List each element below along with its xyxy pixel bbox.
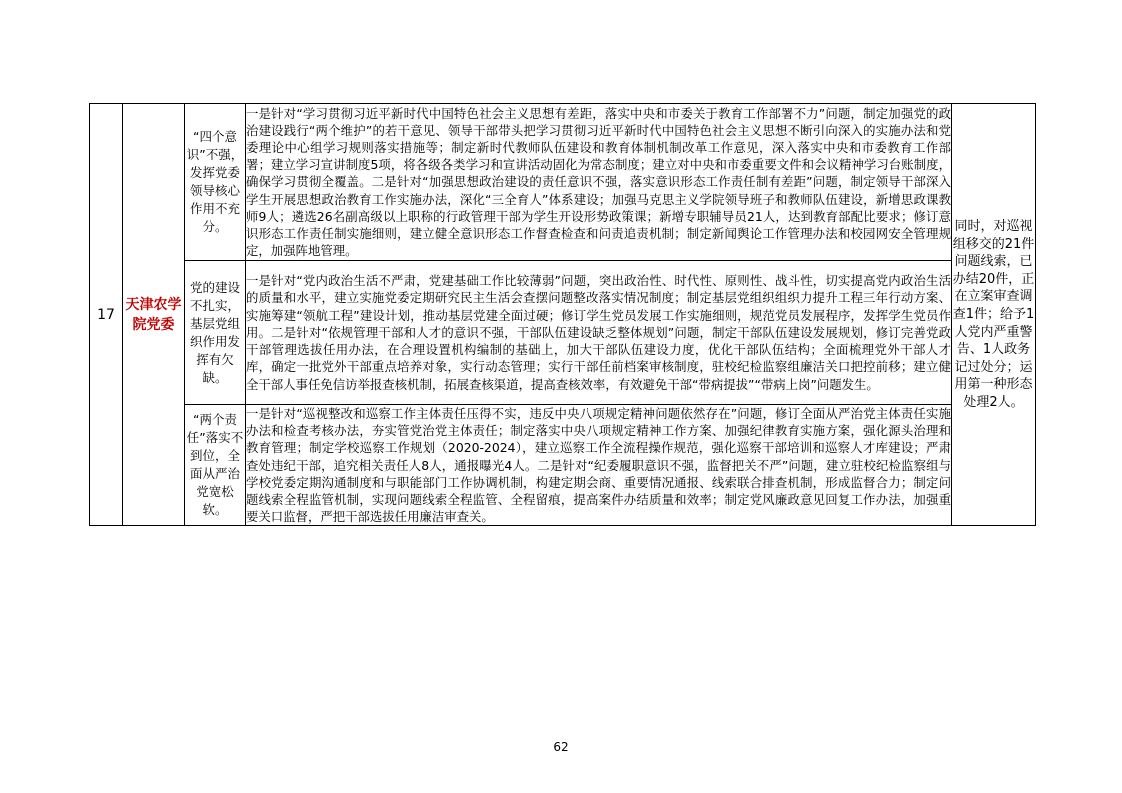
issue-problem: “两个责任”落实不到位，全面从严治党宽松软。 [185, 405, 246, 526]
issue-measures: 一是针对“学习贯彻习近平新时代中国特色社会主义思想有差距，落实中央和市委关于教育工作部署不力”问题，制定加强党的政治建设践行“两个维护”的若干意见、领导干部带头把学习贯彻习近平新时代中国特色社会主义思想不断引向深入的实施办法和党委理论中心组学习规则落实措施等；制定新时代教师队伍建设和教育体制机制改革工作意见，深入落实中央和市委教育工作部署；建立学习宣讲制度5项，将各级各类学习和宣讲活动固化为常态制度；建立对中央和市委重要文件和会议精神学习台账制度，确保学习贯彻全覆盖。二是针对“加强思想政治建设的责任意识不强，落实意识形态工作责任制有差距”问题，制定领导干部深入学生开展思想政治教育工作实施办法，深化“三全育人”体系建设；加强马克思主义学院领导班子和教师队伍建设，新增思政课教师9人；遴选26名副高级以上职称的行政管理干部为学生开设形势政策课；新增专职辅导员21人，达到教育部配比要求；修订意识形态工作责任制实施细则，建立健全意识形态工作督查检查和问责追责机制；制定新闻舆论工作管理办法和校园网安全管理规定，加强阵地管理。 [246, 104, 952, 261]
issue-measures: 一是针对“党内政治生活不严肃，党建基础工作比较薄弱”问题，突出政治性、时代性、原则性、战斗性，切实提高党内政治生活的质量和水平，建立实施党委定期研究民主生活会查摆问题整改落实情况制度；制定基层党组织组织力提升工程三年行动方案、实施筹建“领航工程”建设计划，推动基层党建全面过硬；修订学生党员发展工作实施细则，规范党员发展程序，发挥学生党员作用。二是针对“依规管理干部和人才的意识不强，干部队伍建设缺乏整体规划”问题，制定干部队伍建设发展规划，修订完善党政干部管理选拔任用办法，在合理设置机构编制的基础上，加大干部队伍建设力度，优化干部队伍结构；全面梳理党外干部人才库，确定一批党外干部重点培养对象，实行动态管理；实行干部任前档案审核制度，驻校纪检监察组廉洁关口把控前移；建立健全干部人事任免信访举报查核机制，拓展查核渠道，提高查核效率，有效避免干部“带病提拔”“带病上岗”问题发生。 [246, 261, 952, 405]
page-number: 62 [553, 740, 569, 754]
table-row [90, 104, 1036, 261]
row-number: 17 [90, 104, 123, 526]
issue-problem: “四个意识”不强，发挥党委领导核心作用不充分。 [185, 104, 246, 261]
table-row [90, 405, 1036, 526]
result-summary: 同时，对巡视组移交的21件问题线索，已办结20件，正在立案审查调查1件；给予1人党内严重警告、1人政务记过处分；运用第一种形态处理2人。 [952, 104, 1036, 526]
issue-measures: 一是针对“巡视整改和巡察工作主体责任压得不实，违反中央八项规定精神问题依然存在”问题，修订全面从严治党主体责任实施办法和检查考核办法，夯实管党治党主体责任；制定落实中央八项规定精神工作方案、加强纪律教育实施方案，强化源头治理和教育管理；制定学校巡察工作规划（2020-2024），建立巡察工作全流程操作规范，强化巡察干部培训和巡察人才库建设；严肃查处违纪干部，追究相关责任人8人，通报曝光4人。二是针对“纪委履职意识不强，监督把关不严”问题，建立驻校纪检监察组与学校党委定期沟通制度和与职能部门工作协调机制，构建定期会商、重要情况通报、线索联合排查机制，形成监督合力；制定问题线索全程监管机制，实现问题线索全程监管、全程留痕，提高案件办结质量和效率；制定党风廉政意见回复工作办法，加强重要关口监督，严把干部选拔任用廉洁审查关。 [246, 406, 951, 525]
table-row [90, 261, 1036, 405]
unit-name: 天津农学院党委 [123, 104, 185, 526]
rectification-table [89, 103, 1036, 526]
issue-problem: 党的建设不扎实，基层党组织作用发挥有欠缺。 [185, 261, 246, 405]
